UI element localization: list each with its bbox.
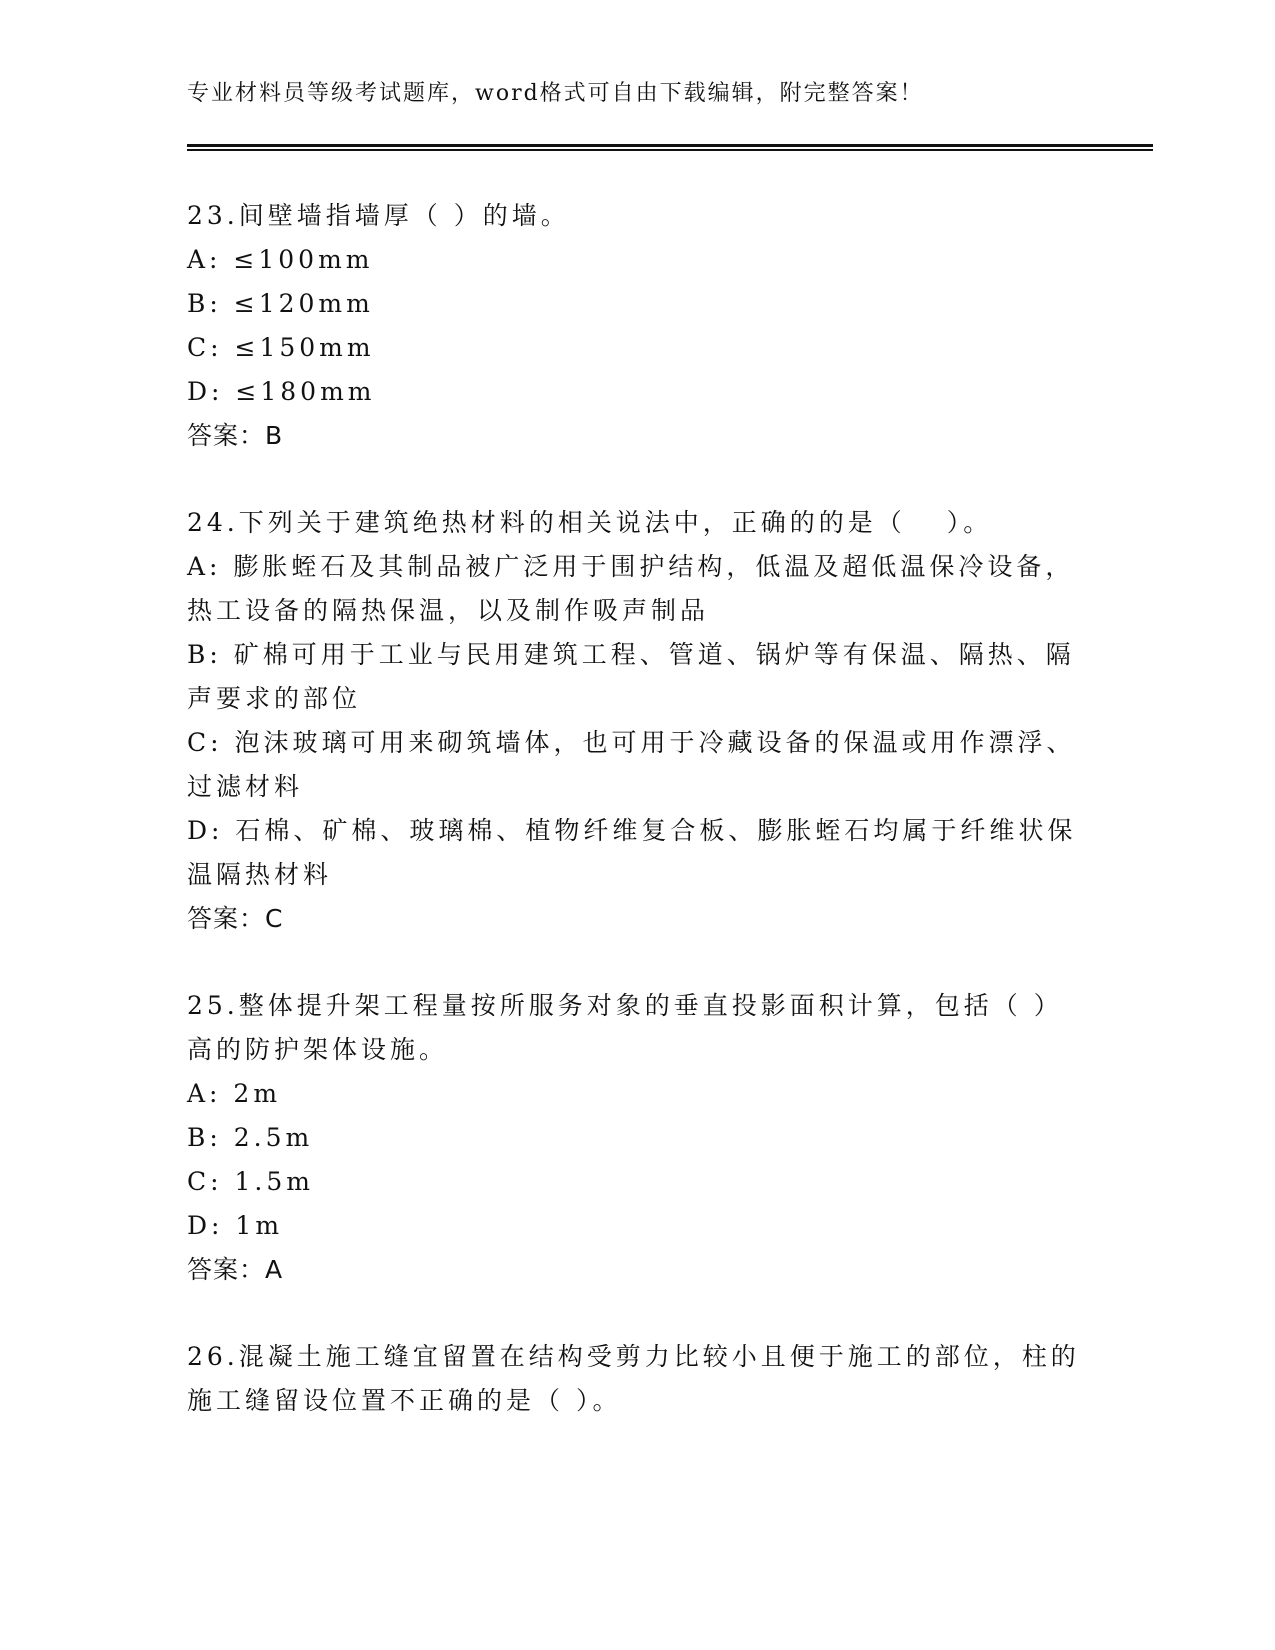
question-stem: 23.间壁墙指墙厚（ ）的墙。 (187, 201, 570, 230)
answer: 答案：A (187, 1255, 284, 1284)
question-stem: 25.整体提升架工程量按所服务对象的垂直投影面积计算，包括（ ） (187, 991, 1063, 1020)
question-stem: 26.混凝土施工缝宜留置在结构受剪力比较小且便于施工的部位，柱的 (187, 1342, 1080, 1371)
option-d-continued: 温隔热材料 (187, 860, 333, 889)
option-b-continued: 声要求的部位 (187, 684, 362, 713)
answer: 答案：C (187, 904, 284, 933)
option-c-continued: 过滤材料 (187, 772, 304, 801)
option-a: A: 2m (187, 1079, 282, 1108)
option-b: B: ≤120mm (187, 289, 374, 318)
option-c: C: ≤150mm (187, 333, 375, 362)
option-c: C: 1.5m (187, 1167, 314, 1196)
header-text: 专业材料员等级考试题库，word格式可自由下载编辑，附完整答案！ (187, 81, 924, 106)
option-b: B: 矿棉可用于工业与民用建筑工程、管道、锅炉等有保温、隔热、隔 (187, 640, 1075, 669)
option-d: D: ≤180mm (187, 377, 376, 406)
option-a: A: 膨胀蛭石及其制品被广泛用于围护结构，低温及超低温保冷设备， (187, 552, 1075, 581)
question-stem-continued: 施工缝留设位置不正确的是（ ）。 (187, 1386, 622, 1415)
header-rule-thick (187, 144, 1153, 147)
option-d: D: 1m (187, 1211, 284, 1240)
answer: 答案：B (187, 421, 284, 450)
option-b: B: 2.5m (187, 1123, 314, 1152)
option-d: D: 石棉、矿棉、玻璃棉、植物纤维复合板、膨胀蛭石均属于纤维状保 (187, 816, 1077, 845)
option-a: A: ≤100mm (187, 245, 374, 274)
option-c: C: 泡沫玻璃可用来砌筑墙体，也可用于冷藏设备的保温或用作漂浮、 (187, 728, 1076, 757)
header-rule-thin (187, 149, 1153, 151)
question-stem-continued: 高的防护架体设施。 (187, 1035, 449, 1064)
question-stem: 24.下列关于建筑绝热材料的相关说法中，正确的的是（ ）。 (187, 508, 993, 537)
option-a-continued: 热工设备的隔热保温，以及制作吸声制品 (187, 596, 710, 625)
